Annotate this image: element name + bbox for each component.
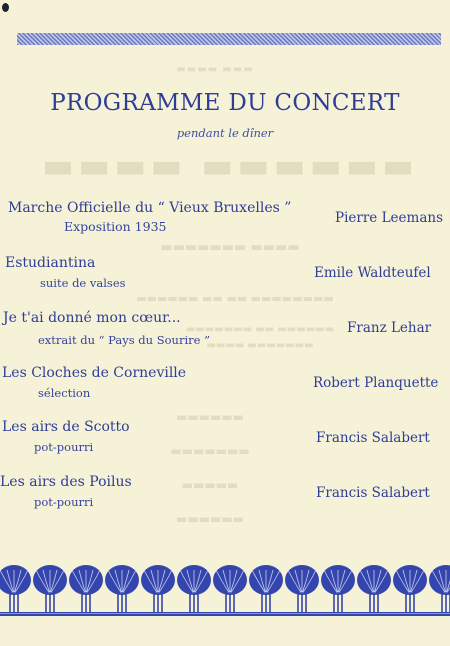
show-through-text: ▬▬▬▬▬ [181, 478, 239, 492]
tree-ornament [177, 565, 211, 612]
ink-spot [2, 3, 9, 12]
tree-ornament [393, 565, 427, 612]
piece-title: Les airs des Poilus [0, 474, 132, 490]
show-through-text: ▬▬▬▬▬▬▬ ▬▬ ▬▬▬▬▬▬ ▬▬▬▬ ▬▬▬▬▬▬▬ [185, 324, 335, 351]
piece-detail: extrait du “ Pays du Sourire ” [38, 333, 210, 347]
piece-detail: sélection [38, 386, 91, 400]
piece-detail: suite de valses [40, 276, 126, 290]
show-through-heading: ▬▬▬▬ ▬▬▬▬▬▬ [41, 146, 419, 186]
composer-name: Franz Lehar [347, 320, 432, 336]
show-through-text: ▬▬▬▬▬▬▬ ▬▬▬▬ [160, 240, 300, 255]
tree-ornament [249, 565, 283, 612]
piece-title: Les airs de Scotto [2, 419, 130, 435]
show-through-text: ▬▬▬▬▬▬ [175, 512, 245, 526]
show-through-text: ▬▬▬▬▬▬ [175, 410, 245, 424]
composer-name: Robert Planquette [313, 375, 439, 391]
tree-ornament [141, 565, 175, 612]
composer-name: Pierre Leemans [335, 210, 443, 226]
piece-detail: Exposition 1935 [64, 219, 167, 234]
tree-ornament [321, 565, 355, 612]
piece-title: Les Cloches de Corneville [2, 365, 187, 381]
composer-name: Emile Waldteufel [314, 265, 431, 281]
decorative-top-band [17, 33, 441, 45]
tree-frieze-ornament [0, 560, 450, 620]
show-through-text: ▬▬▬▬▬▬▬ [170, 444, 250, 458]
tree-ornament [0, 565, 31, 612]
tree-ornament [429, 565, 450, 612]
tree-ornament [357, 565, 391, 612]
composer-name: Francis Salabert [316, 485, 430, 501]
tree-ornament [33, 565, 67, 612]
piece-title: Estudiantina [5, 255, 96, 271]
programme-subtitle: pendant le dîner [176, 126, 274, 140]
composer-name: Francis Salabert [316, 430, 430, 446]
piece-title: Marche Officielle du “ Vieux Bruxelles ” [8, 200, 292, 216]
piece-title: Je t'ai donné mon cœur... [3, 310, 181, 326]
programme-title: PROGRAMME DU CONCERT [50, 90, 400, 116]
tree-ornament [105, 565, 139, 612]
piece-detail: pot-pourri [34, 440, 94, 454]
tree-ornament [69, 565, 103, 612]
show-through-text: ▬▬▬▬ ▬▬▬ [176, 64, 254, 75]
tree-ornament [285, 565, 319, 612]
tree-ornament [213, 565, 247, 612]
piece-detail: pot-pourri [34, 495, 94, 509]
show-through-text: ▬▬▬▬▬▬ ▬▬ ▬▬ ▬▬▬▬▬▬▬▬ [136, 292, 334, 305]
